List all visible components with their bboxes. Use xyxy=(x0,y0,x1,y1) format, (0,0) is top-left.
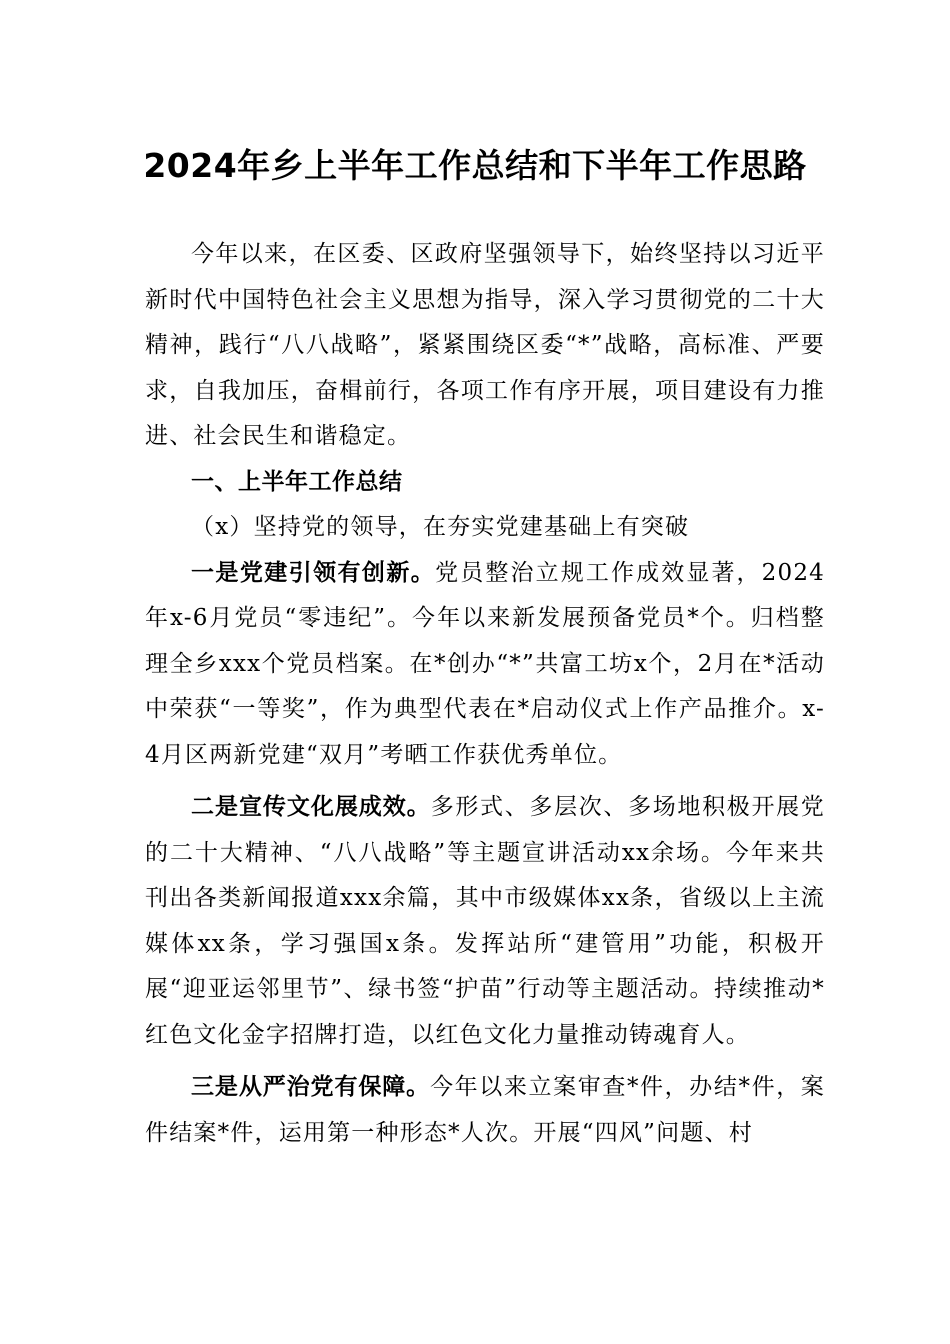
body-paragraph xyxy=(145,785,825,1058)
paragraph-text: 党员整治立规工作成效显著，2024年x-6月党员“零违纪”。今年以来新发展预备党员*个。归档整理全乡xxx个党员档案。在*创办“*”共富工坊x个，2月在*活动中荣获“一等奖”，作为典型代表在*启动仪式上作产品推介。x-4月区两新党建“双月”考晒工作获优秀单位。 xyxy=(145,559,826,768)
intro-paragraph: 今年以来，在区委、区政府坚强领导下，始终坚持以习近平新时代中国特色社会主义思想为指导，深入学习贯彻党的二十大精神，践行“八八战略”，紧紧围绕区委“*”战略，高标准、严要求，自我加压，奋楫前行，各项工作有序开展，项目建设有力推进、社会民生和谐稳定。 xyxy=(145,241,825,449)
paragraph-lead: 三是从严治党有保障。 xyxy=(191,1074,431,1100)
subsection-heading: （x）坚持党的领导，在夯实党建基础上有突破 xyxy=(191,514,690,540)
body-paragraph xyxy=(145,1065,825,1156)
body-paragraph xyxy=(145,551,825,779)
paragraph-text: 多形式、多层次、多场地积极开展党的二十大精神、“八八战略”等主题宣讲活动xx余场。今年来共刊出各类新闻报道xxx余篇，其中市级媒体xx条，省级以上主流媒体xx条，学习强国x条。发挥站所“建管用”功能，积极开展“迎亚运邻里节”、绿书签“护苗”行动等主题活动。持续推动*红色文化金字招牌打造，以红色文化力量推动铸魂育人。 xyxy=(145,794,825,1048)
document-title: 2024年乡上半年工作总结和下半年工作思路 xyxy=(143,146,807,185)
paragraph-lead: 二是宣传文化展成效。 xyxy=(191,794,431,820)
document-body xyxy=(145,232,825,1156)
section-heading: 一、上半年工作总结 xyxy=(191,468,403,495)
paragraph-text: 今年以来立案审查*件，办结*件，案件结案*件，运用第一种形态*人次。开展“四风”问题、村 xyxy=(145,1074,825,1146)
paragraph-lead: 一是党建引领有创新。 xyxy=(191,559,436,586)
